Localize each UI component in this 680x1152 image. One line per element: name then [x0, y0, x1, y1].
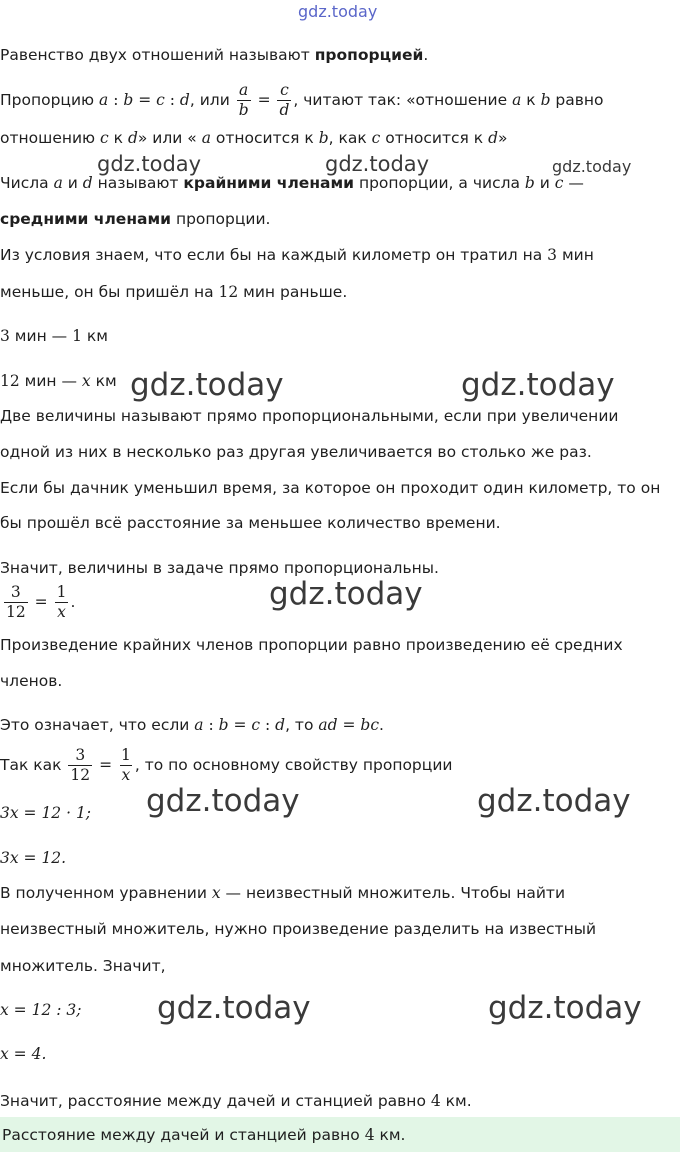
direct-proportion-line-1: Две величины называют прямо пропорциональными, если при увеличении [0, 407, 619, 425]
fraction-3-12: $\frac{3}{12}$ [6, 582, 26, 621]
watermark-top: gdz.today [298, 2, 378, 21]
watermark: gdz.today [97, 152, 202, 176]
reasoning-line-1: Если бы дачник уменьшил время, за которое он проходит один километр, то он [0, 479, 661, 497]
answer-box [0, 1117, 680, 1152]
solution-step-2: x = 4. [0, 1045, 47, 1063]
proportion-reading-line-1: Пропорцию a : b = c : d, или $\frac{a}{b}$ = $\frac{c}{d}$ , читают так: «отношение a к b равно [0, 80, 604, 119]
watermark: gdz.today [461, 367, 615, 403]
equation-step-2: 3x = 12. [0, 849, 67, 867]
reasoning-line-2: бы прошёл всё расстояние за меньшее количество времени. [0, 514, 501, 532]
watermark: gdz.today [269, 576, 423, 612]
unknown-factor-line-3: множитель. Значит, [0, 957, 166, 975]
fraction-1-x: $\frac{1}{x}$ [120, 745, 131, 784]
proportion-reading-line-2: отношению c к d» или « a относится к b, как c относится к d» [0, 129, 508, 147]
since-statement: Так как $\frac{3}{12}$ = $\frac{1}{x}$ , то по основному свойству пропорции [0, 745, 453, 784]
ratio-row-2: 12 мин — x км [0, 372, 117, 390]
middle-members-definition: средними членами пропорции. [0, 210, 271, 228]
condition-line-2: меньше, он бы пришёл на 12 мин раньше. [0, 283, 348, 301]
ratio-row-1: 3 мин — 1 км [0, 327, 108, 345]
fraction-3-12: $\frac{3}{12}$ [70, 745, 91, 784]
solution-step-1: x = 12 : 3; [0, 1001, 82, 1019]
fraction-c-d: $\frac{c}{d}$ [279, 80, 290, 119]
unknown-factor-line-2: неизвестный множитель, нужно произведение разделить на известный [0, 920, 597, 938]
watermark: gdz.today [157, 990, 311, 1026]
conclusion-direct: Значит, величины в задаче прямо пропорциональны. [0, 559, 439, 577]
definition-proportion: Равенство двух отношений называют пропорцией. [0, 46, 429, 64]
proportion-equation: $\frac{3}{12}$ = $\frac{1}{x}$ . [6, 582, 76, 621]
conclusion-distance: Значит, расстояние между дачей и станцией равно 4 км. [0, 1092, 472, 1110]
watermark: gdz.today [146, 783, 300, 819]
property-formula: Это означает, что если a : b = c : d, то ad = bc. [0, 716, 384, 734]
condition-line-1: Из условия знаем, что если бы на каждый километр он тратил на 3 мин [0, 246, 594, 264]
property-line-1: Произведение крайних членов пропорции равно произведению её средних [0, 636, 623, 654]
unknown-factor-line-1: В полученном уравнении x — неизвестный множитель. Чтобы найти [0, 884, 566, 902]
equation-step-1: 3x = 12 · 1; [0, 804, 92, 822]
watermark: gdz.today [488, 990, 642, 1026]
watermark: gdz.today [552, 157, 632, 176]
watermark: gdz.today [130, 367, 284, 403]
fraction-a-b: $\frac{a}{b}$ [238, 80, 249, 119]
direct-proportion-line-2: одной из них в несколько раз другая увеличивается во столько же раз. [0, 443, 592, 461]
watermark: gdz.today [477, 783, 631, 819]
watermark: gdz.today [325, 152, 430, 176]
extreme-members-definition: Числа a и d называют крайними членами пропорции, а числа b и c — [0, 174, 584, 192]
fraction-1-x: $\frac{1}{x}$ [56, 582, 67, 621]
property-line-2: членов. [0, 672, 63, 690]
answer-text: Расстояние между дачей и станцией равно 4 км. [2, 1126, 406, 1144]
